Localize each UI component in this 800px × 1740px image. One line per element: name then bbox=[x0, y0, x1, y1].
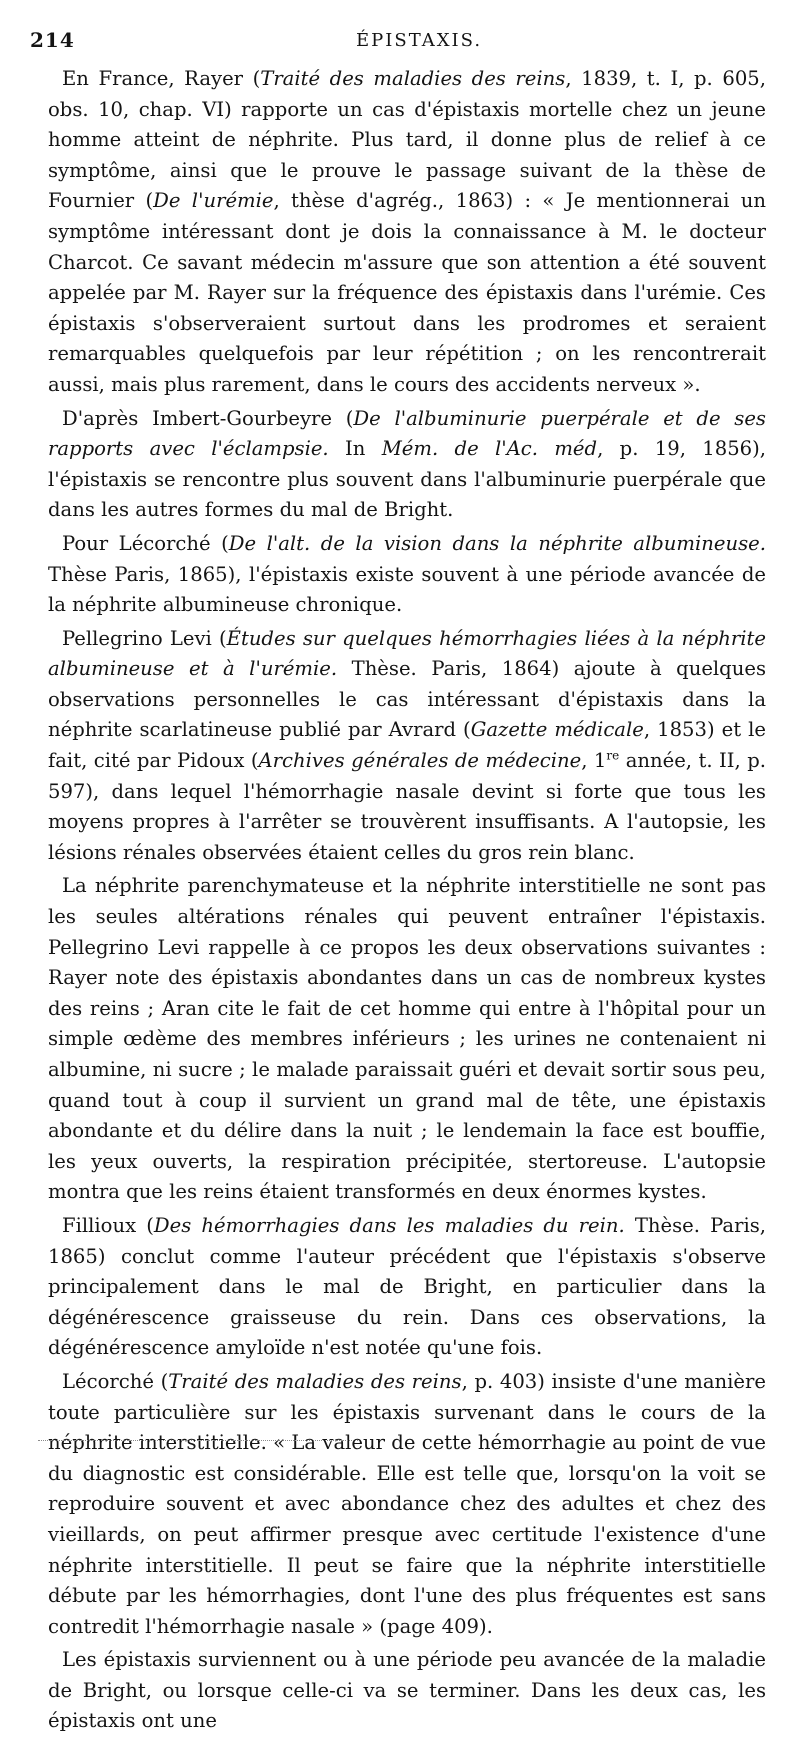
citation-title: Études sur quelques hémorrhagies liées à la néphrite albumineuse et à l'urémie. bbox=[48, 626, 766, 681]
text-run: Lécorché ( bbox=[62, 1369, 169, 1393]
footer-rule bbox=[38, 1440, 358, 1441]
paragraph bbox=[48, 529, 766, 621]
citation-title: De l'albuminurie puerpérale et de ses rapports avec l'éclampsie. bbox=[48, 406, 766, 461]
superscript: re bbox=[606, 748, 620, 763]
paragraph bbox=[48, 871, 766, 1208]
text-run: Les épistaxis surviennent ou à une période peu avancée de la maladie de Bright, ou lorsque celle-ci va se terminer. Dans les deux cas, les épistaxis ont une bbox=[48, 1648, 766, 1733]
text-run: , p. 19, 1856), l'épistaxis se rencontre plus souvent dans l'albuminurie puerpérale que dans les autres formes du mal de Bright. bbox=[48, 437, 766, 522]
text-run: , thèse d'agrég., 1863) : « Je mentionnerai un symptôme intéressant dont je dois la connaissance à M. le docteur Charcot. Ce savant médecin m'assure que son attention a été souvent appelée par M. Rayer sur la fréquence des épistaxis dans l'urémie. Ces épistaxis s'observeraient surtout dans les prodromes et seraient remarquables quelquefois par leur répétition ; on les rencontrerait aussi, mais plus rarement, dans le cours des accidents nerveux ». bbox=[48, 189, 766, 396]
paragraph bbox=[48, 1367, 766, 1642]
text-run: In bbox=[328, 437, 382, 461]
text-run: Thèse. Paris, 1864) ajoute à quelques observations personnelles le cas intéressant d'épistaxis dans la néphrite scarlatineuse publié par Avrard ( bbox=[48, 657, 766, 742]
paragraph bbox=[48, 64, 766, 401]
citation-title: De l'alt. de la vision dans la néphrite albumineuse. bbox=[228, 531, 766, 555]
text-run: , 1839, t. I, p. 605, obs. 10, chap. VI) rapporte un cas d'épistaxis mortelle chez un jeune homme atteint de néphrite. Plus tard, il donne plus de relief à ce symptôme, ainsi que le prouve le passage suivant de la thèse de Fournier ( bbox=[48, 67, 766, 213]
page-number: 214 bbox=[30, 28, 75, 52]
citation-title: Des hémorrhagies dans les maladies du rein. bbox=[153, 1213, 625, 1237]
citation-title: Traité des maladies des reins bbox=[260, 67, 566, 90]
paragraph bbox=[48, 624, 766, 869]
text-run: , 1 bbox=[581, 749, 607, 773]
paragraph bbox=[48, 1211, 766, 1364]
text-run: Thèse Paris, 1865), l'épistaxis existe souvent à une période avancée de la néphrite albumineuse chronique. bbox=[48, 562, 766, 617]
text-run: Pour Lécorché ( bbox=[62, 531, 229, 555]
text-run: année, t. II, p. 597), dans lequel l'hémorrhagie nasale devint si forte que tous les moyens propres à l'arrêter se trouvèrent insuffisants. A l'autopsie, les lésions rénales observées étaient celles du gros rein blanc. bbox=[48, 749, 766, 864]
text-run: La néphrite parenchymateuse et la néphrite interstitielle ne sont pas les seules altérations rénales qui peuvent entraîner l'épistaxis. Pellegrino Levi rappelle à ce propos les deux observations suivantes : Rayer note des épistaxis abondantes dans un cas de nombreux kystes des reins ; Aran cite le fait de cet homme qui entre à l'hôpital pour un simple œdème des membres inférieurs ; les urines ne contenaient ni albumine, ni sucre ; le malade paraissait guéri et devait sortir sous peu, quand tout à coup il survient un grand mal de tête, une épistaxis abondante et du délire dans la nuit ; le lendemain la face est bouffie, les yeux ouverts, la respiration précipitée, stertoreuse. L'autopsie montra que les reins étaient transformés en deux énormes kystes. bbox=[48, 874, 766, 1204]
page-header bbox=[30, 28, 760, 58]
citation-title: Gazette médicale bbox=[470, 718, 644, 742]
body-text bbox=[48, 64, 766, 1740]
citation-title: De l'urémie bbox=[153, 189, 274, 213]
citation-title: Mém. de l'Ac. méd bbox=[381, 437, 598, 461]
text-run: En France, Rayer ( bbox=[62, 67, 261, 90]
text-run: , p. 403) insiste d'une manière toute particulière sur les épistaxis survenant dans le cours de la néphrite interstitielle. « La valeur de cette hémorrhagie au point de vue du diagnostic est considérable. Elle est telle que, lorsqu'on la voit se reproduire souvent et avec abondance chez des adultes et chez des vieillards, on peut affirmer presque avec certitude l'existence d'une néphrite interstitielle. Il peut se faire que la néphrite interstitielle débute par les hémorrhagies, dont l'une des plus fréquentes est sans contredit l'hémorrhagie nasale » (page 409). bbox=[48, 1369, 766, 1638]
text-run: Fillioux ( bbox=[62, 1213, 154, 1237]
running-title: ÉPISTAXIS. bbox=[356, 30, 483, 51]
text-run: D'après Imbert-Gourbeyre ( bbox=[62, 406, 354, 430]
citation-title: Traité des maladies des reins bbox=[168, 1369, 462, 1393]
paragraph bbox=[48, 404, 766, 526]
text-run: Pellegrino Levi ( bbox=[62, 626, 227, 650]
citation-title: Archives générales de médecine bbox=[258, 749, 582, 773]
text-run: Thèse. Paris, 1865) conclut comme l'auteur précédent que l'épistaxis s'observe principalement dans le mal de Bright, en particulier dans la dégénérescence graisseuse du rein. Dans ces observations, la dégénérescence amyloïde n'est notée qu'une fois. bbox=[48, 1213, 766, 1360]
text-run: , 1853) et le fait, cité par Pidoux ( bbox=[48, 718, 766, 773]
paragraph bbox=[48, 1645, 766, 1737]
